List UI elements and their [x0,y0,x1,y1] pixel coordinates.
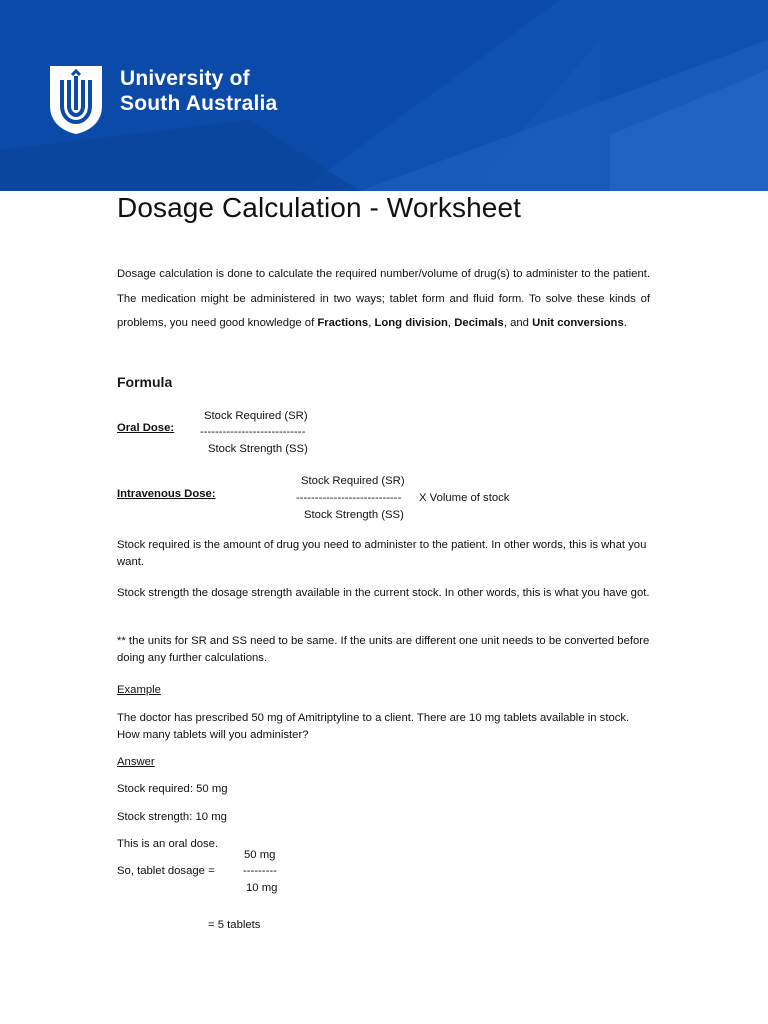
banner-background [0,0,768,191]
university-name [120,66,277,116]
answer-stock-strength: Stock strength: 10 mg [117,811,227,823]
oral-denominator: Stock Strength (SS) [208,443,308,455]
term-fractions: Fractions [317,317,369,330]
answer-numerator: 50 mg [244,849,276,861]
oral-dose-label: Oral Dose: [117,422,175,434]
oral-numerator: Stock Required (SR) [204,410,308,422]
answer-stock-required: Stock required: 50 mg [117,783,228,795]
term-long-division: Long division [374,317,448,330]
formula-heading: Formula [117,374,173,390]
units-note: ** the units for SR and SS need to be same. If the units are different one unit needs to be converted before doing any further calculations. [117,635,650,664]
iv-fraction-line: ---------------------------- [296,492,402,504]
university-name-line1: University of [120,67,250,90]
answer-heading: Answer [117,756,155,768]
answer-denominator: 10 mg [246,882,278,894]
answer-result: = 5 tablets [208,919,261,931]
term-unit-conversions: Unit conversions [532,317,624,330]
header-banner [0,0,768,191]
ss-definition: Stock strength the dosage strength available in the current stock. In other words, this is what you have got. [117,587,650,599]
intro-paragraph [117,262,650,336]
oral-fraction-line: ---------------------------- [200,426,306,438]
answer-tablet-label: So, tablet dosage = [117,865,215,877]
intro-sep1: , [368,317,375,330]
example-text: The doctor has prescribed 50 mg of Amitriptyline to a client. There are 10 mg tablets available in stock. How many tablets will you administer? [117,712,630,741]
intro-sep3: , and [503,317,533,330]
intro-sep2: , [447,317,455,330]
page-title: Dosage Calculation - Worksheet [117,192,522,223]
unisa-shield-logo-icon [50,66,102,134]
iv-numerator: Stock Required (SR) [301,475,405,487]
example-heading: Example [117,684,161,696]
sr-definition: Stock required is the amount of drug you need to administer to the patient. In other words, this is what you want. [117,539,647,568]
iv-dose-label: Intravenous Dose: [117,488,216,500]
intro-end: . [623,317,627,330]
term-decimals: Decimals [454,317,504,330]
answer-fraction-line: --------- [243,865,277,877]
intro-text: Dosage calculation is done to calculate the required number/volume of drug(s) to administer to the patient. The medication might be administered in two ways; tablet form and fluid form. To solve these kinds of problems, you need good knowledge of [117,268,650,330]
answer-dose-type: This is an oral dose. [117,838,219,850]
iv-multiplier: X Volume of stock [419,492,510,504]
university-name-line2: South Australia [120,92,278,115]
iv-denominator: Stock Strength (SS) [304,509,404,521]
